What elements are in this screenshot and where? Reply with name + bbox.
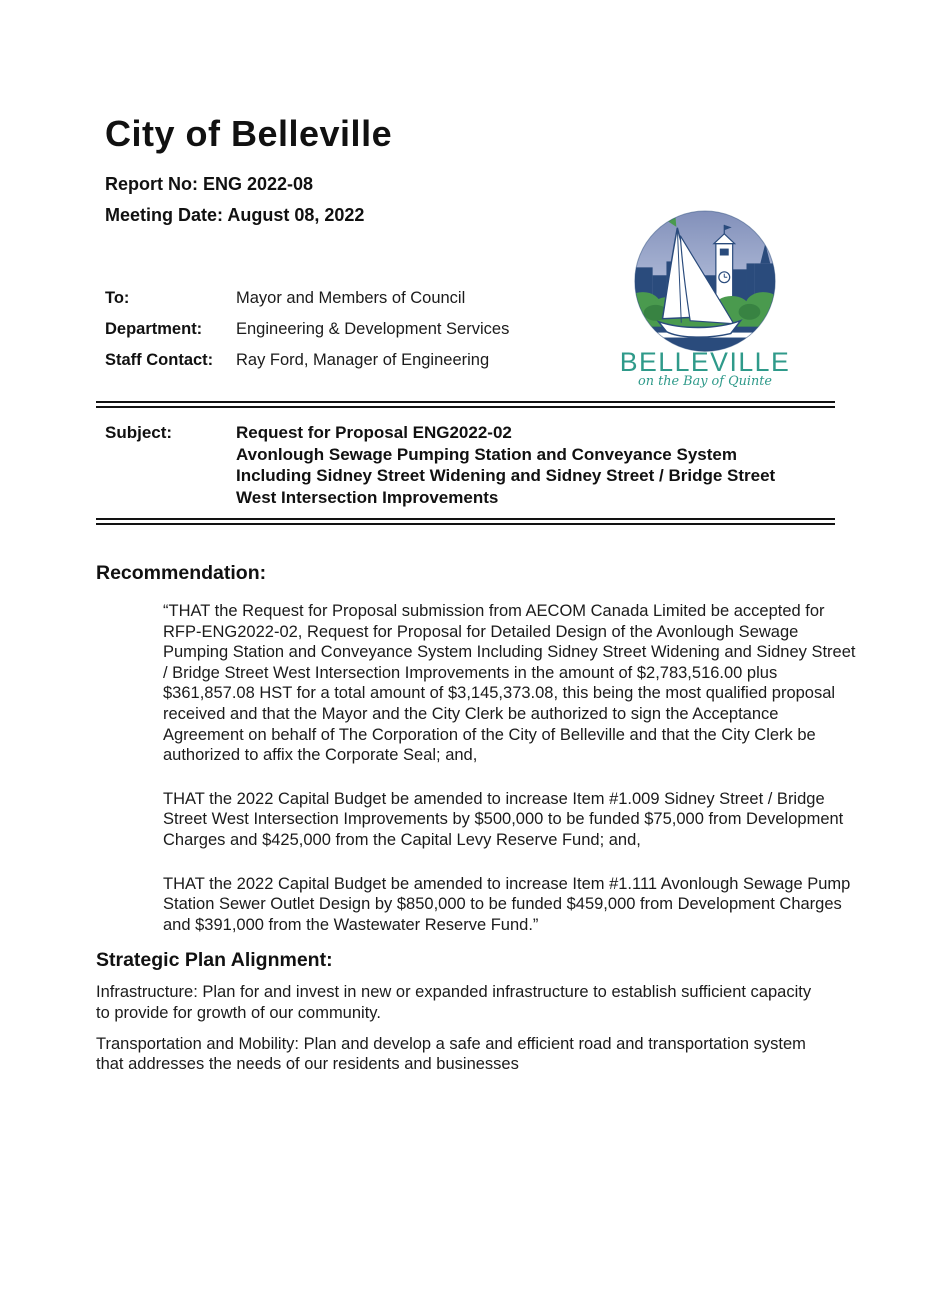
report-info-block — [105, 288, 927, 370]
recommendation-paragraph: THAT the 2022 Capital Budget be amended to increase Item #1.111 Avonlough Sewage Pump Station Sewer Outlet Design by $850,000 to be funded $459,000 from Development Charges and $391,000 from the Wastewater Reserve Fund.” — [163, 874, 851, 934]
strategic-paragraph-infrastructure: Infrastructure: Plan for and invest in new or expanded infrastructure to establish sufficient capacity to provide for growth of our community. — [96, 983, 812, 1022]
department-value: Engineering & Development Services — [236, 320, 510, 338]
belleville-crest-icon — [621, 205, 789, 391]
subject-line1: Request for Proposal ENG2022-02 — [236, 423, 512, 442]
recommendation-paragraph: “THAT the Request for Proposal submission from AECOM Canada Limited be accepted for RFP-ENG2022-02, Request for Proposal for Detailed Design of the Avonlough Sewage Pumping Station and Conveyance System Including Sidney Street Widening and Sidney Street / Bridge Street West Intersection Improvements in the amount of $2,783,516.00 plus $361,857.08 HST for a total amount of $3,145,373.08, this being the most qualified proposal received and that the Mayor and the City Clerk be authorized to sign the Acceptance Agreement on behalf of The Corporation of the City of Belleville and that the City Clerk be authorized to affix the Corporate Seal; and, — [163, 602, 856, 765]
subject-label: Subject: — [105, 423, 173, 442]
subject-block — [105, 422, 927, 508]
info-row-to — [105, 288, 927, 308]
divider-double-rule-top — [96, 401, 835, 403]
page-title: City of Belleville — [105, 113, 393, 154]
to-value: Mayor and Members of Council — [236, 289, 466, 307]
strategic-paragraph-transportation: Transportation and Mobility: Plan and develop a safe and efficient road and transportation system that addresses the needs of our residents and businesses — [96, 1034, 806, 1074]
subject-line2: Avonlough Sewage Pumping Station and Conveyance System Including Sidney Street Widening and Sidney Street / Bridge Street West Intersection Improvements — [236, 444, 776, 507]
strategic-plan-heading: Strategic Plan Alignment: — [96, 949, 333, 972]
document-page — [0, 112, 927, 1312]
meeting-date: Meeting Date: August 08, 2022 — [105, 205, 365, 225]
staff-contact-value: Ray Ford, Manager of Engineering — [236, 351, 490, 369]
to-label: To: — [105, 289, 130, 307]
department-label: Department: — [105, 320, 203, 338]
logo-tagline: on the Bay of Quinte — [638, 373, 772, 389]
divider-double-rule-bottom — [96, 518, 835, 520]
info-row-department — [105, 319, 927, 339]
recommendation-paragraph: THAT the 2022 Capital Budget be amended to increase Item #1.009 Sidney Street / Bridge Street West Intersection Improvements by $500,000 to be funded $75,000 from Development Charges and $425,000 from the Capital Levy Reserve Fund; and, — [163, 789, 844, 849]
info-row-staff-contact — [105, 350, 927, 370]
recommendation-text-block — [163, 601, 858, 935]
subject-value — [236, 422, 814, 508]
logo-wordmark: BELLEVILLE — [621, 347, 789, 378]
report-number: Report No: ENG 2022-08 — [105, 174, 314, 194]
staff-contact-label: Staff Contact: — [105, 351, 214, 369]
city-of-belleville-logo — [621, 205, 789, 396]
recommendation-heading: Recommendation: — [96, 562, 267, 584]
